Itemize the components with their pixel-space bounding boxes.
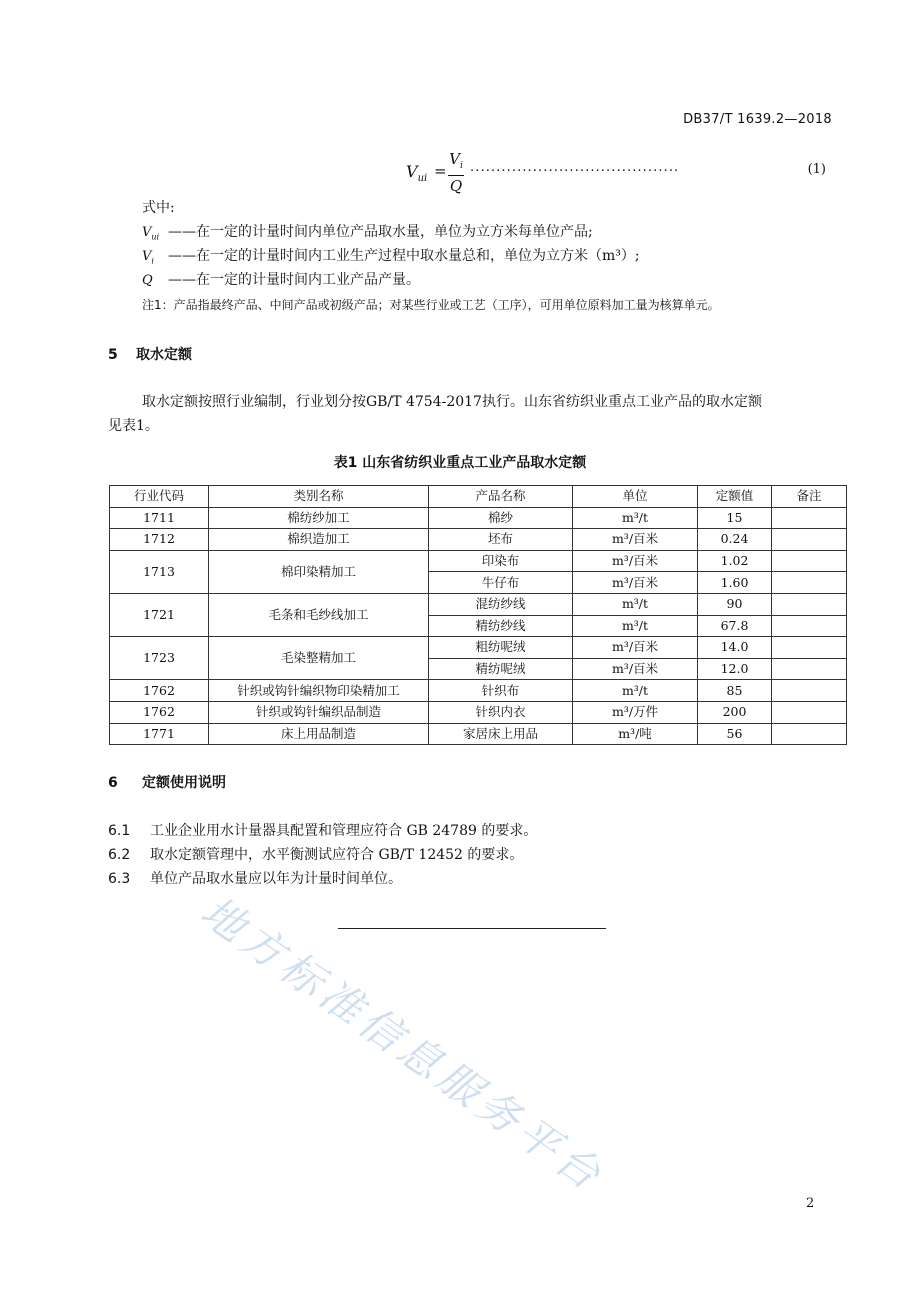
section-5-paragraph-line1: 取水定额按照行业编制，行业划分按GB/T 4754-2017执行。山东省纺织业重点工业产品的取水定额: [142, 394, 762, 410]
cell-category: 棉印染精加工: [209, 550, 429, 593]
cell-remarks: [772, 658, 847, 680]
formula-fraction: [448, 150, 464, 196]
cell-value: 14.0: [698, 637, 772, 659]
header-unit: 单位: [573, 486, 698, 508]
cell-code: 1771: [110, 723, 209, 745]
cell-product: 针织布: [429, 680, 573, 702]
table-row: [110, 529, 847, 551]
clause-6-1: 6.1 工业企业用水计量器具配置和管理应符合 GB 24789 的要求。: [108, 823, 538, 839]
cell-remarks: [772, 507, 847, 529]
cell-product: 精纺纱线: [429, 615, 573, 637]
formula-1: [400, 150, 830, 196]
cell-code: 1762: [110, 701, 209, 723]
header-product: 产品名称: [429, 486, 573, 508]
formula-denominator: Q: [449, 177, 463, 195]
cell-value: 1.02: [698, 550, 772, 572]
cell-unit: m³/百米: [573, 572, 698, 594]
cell-product: 棉纱: [429, 507, 573, 529]
header-category: 类别名称: [209, 486, 429, 508]
formula-leader-dots: ........................................: [470, 160, 680, 175]
cell-unit: m³/百米: [573, 550, 698, 572]
table-row: [110, 507, 847, 529]
section-5-paragraph-line2: 见表1。: [108, 418, 159, 434]
cell-product: 坯布: [429, 529, 573, 551]
quota-table: [109, 485, 847, 745]
cell-unit: m³/吨: [573, 723, 698, 745]
header-quota-value: 定额值: [698, 486, 772, 508]
clause-6-2: 6.2 取水定额管理中，水平衡测试应符合 GB/T 12452 的要求。: [108, 847, 524, 863]
cell-remarks: [772, 529, 847, 551]
cell-value: 1.60: [698, 572, 772, 594]
watermark: 地方标准信息服务平台: [192, 886, 614, 1203]
cell-value: 56: [698, 723, 772, 745]
cell-unit: m³/百米: [573, 637, 698, 659]
end-rule: [338, 928, 606, 929]
formula-lhs: $V_{ui}$: [406, 162, 428, 185]
cell-product: 混纺纱线: [429, 593, 573, 615]
symbol: $V_{ui}$: [142, 225, 160, 242]
cell-category: 毛条和毛纱线加工: [209, 593, 429, 636]
cell-category: 毛染整精加工: [209, 637, 429, 680]
cell-unit: m³/万件: [573, 701, 698, 723]
cell-product: 牛仔布: [429, 572, 573, 594]
cell-value: 90: [698, 593, 772, 615]
cell-code: 1713: [110, 550, 209, 593]
cell-remarks: [772, 723, 847, 745]
cell-code: 1711: [110, 507, 209, 529]
table-title: 表1 山东省纺织业重点工业产品取水定额: [333, 455, 587, 471]
document-code: DB37/T 1639.2—2018: [683, 112, 832, 127]
cell-code: 1721: [110, 593, 209, 636]
cell-remarks: [772, 572, 847, 594]
cell-value: 200: [698, 701, 772, 723]
cell-product: 精纺呢绒: [429, 658, 573, 680]
cell-code: 1723: [110, 637, 209, 680]
cell-category: 针织或钩针编织物印染精加工: [209, 680, 429, 702]
symbol: $V_i$: [142, 249, 154, 266]
cell-value: 0.24: [698, 529, 772, 551]
cell-remarks: [772, 615, 847, 637]
table-row: [110, 593, 847, 615]
cell-unit: m³/百米: [573, 529, 698, 551]
cell-category: 棉织造加工: [209, 529, 429, 551]
cell-remarks: [772, 593, 847, 615]
cell-unit: m³/t: [573, 507, 698, 529]
cell-unit: m³/t: [573, 593, 698, 615]
cell-remarks: [772, 701, 847, 723]
cell-code: 1762: [110, 680, 209, 702]
cell-remarks: [772, 637, 847, 659]
formula-numerator: $V_i$: [448, 150, 464, 176]
where-label: 式中:: [142, 200, 175, 216]
note-1: 注1：产品指最终产品、中间产品或初级产品；对某些行业或工艺（工序），可用单位原料加工量为核算单元。: [142, 298, 720, 312]
header-industry-code: 行业代码: [110, 486, 209, 508]
header-remarks: 备注: [772, 486, 847, 508]
cell-category: 棉纺纱加工: [209, 507, 429, 529]
cell-remarks: [772, 680, 847, 702]
cell-category: 床上用品制造: [209, 723, 429, 745]
table-row: [110, 637, 847, 659]
symbol: Q: [142, 273, 153, 288]
cell-product: 家居床上用品: [429, 723, 573, 745]
cell-unit: m³/百米: [573, 658, 698, 680]
table-row: [110, 550, 847, 572]
table-row: [110, 701, 847, 723]
cell-product: 粗纺呢绒: [429, 637, 573, 659]
section-6-heading: 6 定额使用说明: [108, 775, 226, 791]
cell-product: 印染布: [429, 550, 573, 572]
clause-6-3: 6.3 单位产品取水量应以年为计量时间单位。: [108, 871, 402, 887]
cell-unit: m³/t: [573, 680, 698, 702]
cell-remarks: [772, 550, 847, 572]
cell-code: 1712: [110, 529, 209, 551]
where-item-vui: $V_{ui}$ ——在一定的计量时间内单位产品取水量，单位为立方米每单位产品;: [142, 222, 593, 248]
formula-number: (1): [807, 162, 826, 177]
where-item-vi: $V_i$ ——在一定的计量时间内工业生产过程中取水量总和，单位为立方米（m³）;: [142, 246, 640, 272]
page-number: 2: [806, 1196, 815, 1211]
where-item-q: Q ——在一定的计量时间内工业产品产量。: [142, 270, 420, 296]
formula-equals: =: [434, 162, 447, 180]
table-row: [110, 723, 847, 745]
table-header-row: [110, 486, 847, 508]
table-row: [110, 680, 847, 702]
section-5-heading: 5 取水定额: [108, 347, 192, 363]
cell-product: 针织内衣: [429, 701, 573, 723]
cell-category: 针织或钩针编织品制造: [209, 701, 429, 723]
cell-value: 12.0: [698, 658, 772, 680]
cell-unit: m³/t: [573, 615, 698, 637]
cell-value: 67.8: [698, 615, 772, 637]
cell-value: 85: [698, 680, 772, 702]
cell-value: 15: [698, 507, 772, 529]
